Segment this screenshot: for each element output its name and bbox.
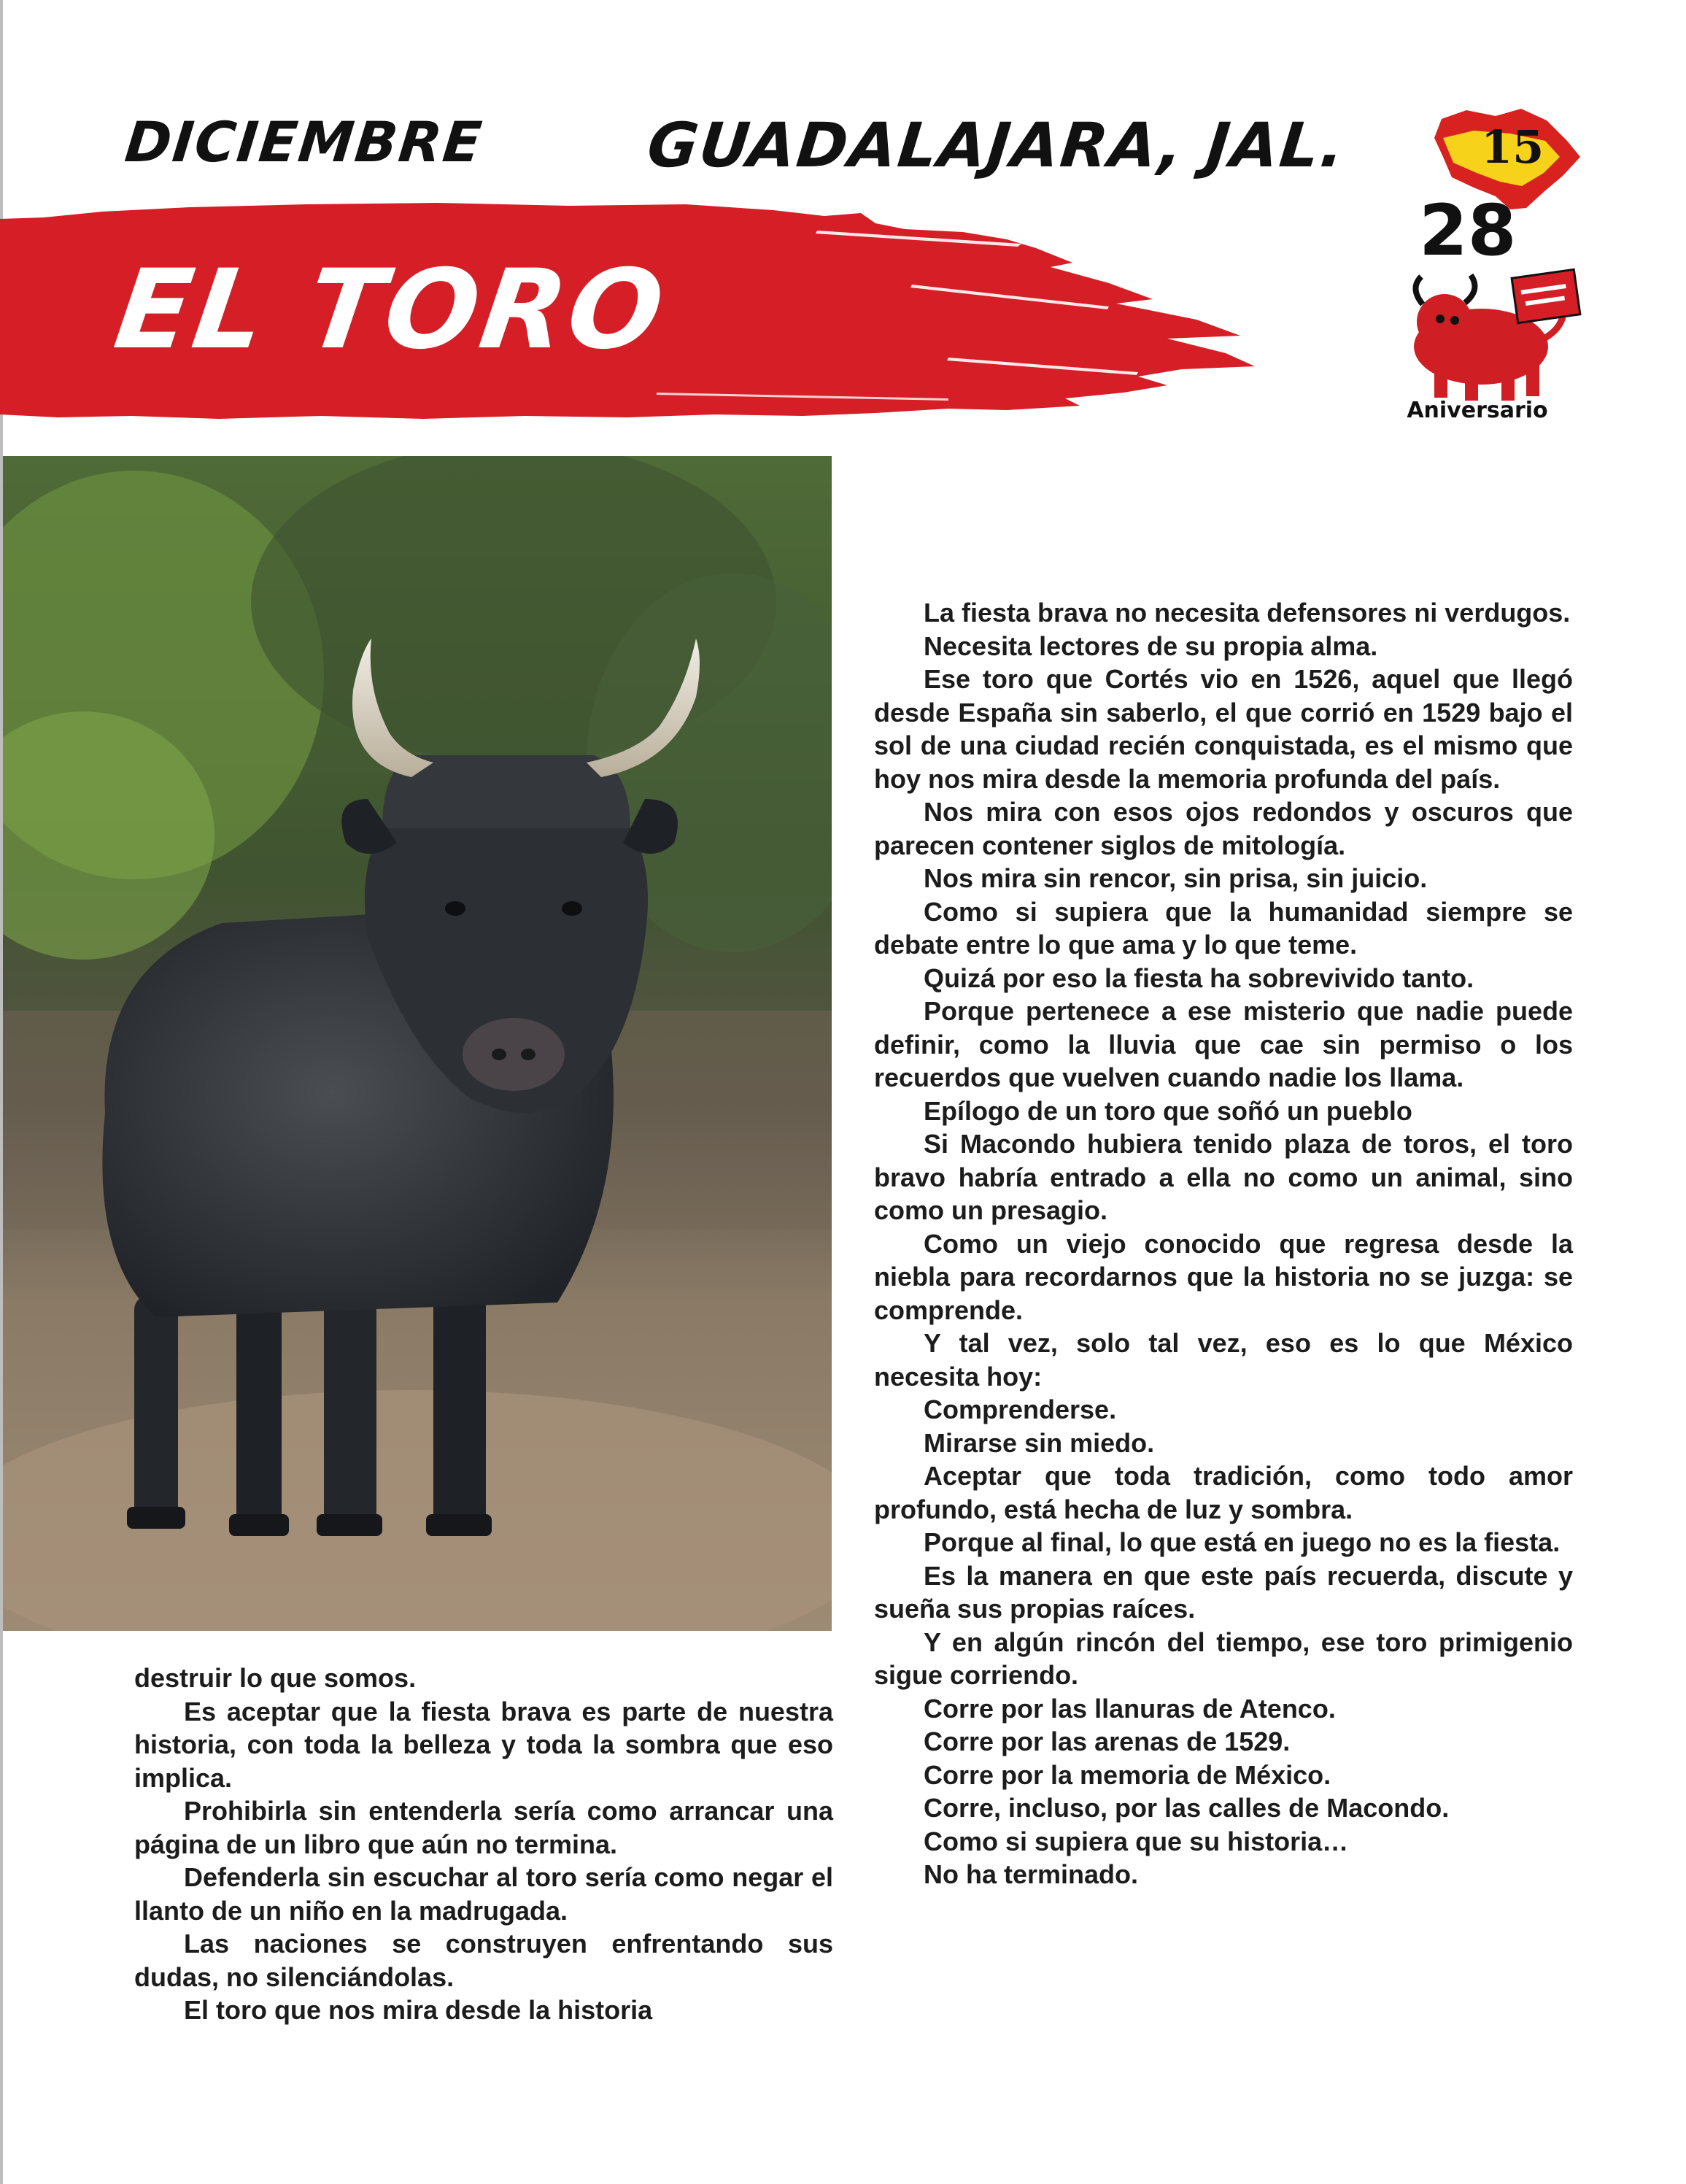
paragraph: Quizá por eso la fiesta ha sobrevivido tanto. (924, 962, 1474, 993)
badge (1512, 269, 1580, 323)
article-column-left (134, 1662, 833, 2027)
paragraph: Necesita lectores de su propia alma. (924, 630, 1378, 661)
header-month: DICIEMBRE (122, 109, 487, 174)
paragraph: Ese toro que Cortés vio en 1526, aquel que llegó desde España sin saberlo, el que corrió en 1529 bajo el sol de una ciudad recién conquistada, es el mismo que hoy nos mira desde la memoria profunda del país. (874, 664, 1573, 794)
paragraph: Corre por la memoria de México. (924, 1759, 1331, 1790)
paragraph: No ha terminado. (924, 1859, 1139, 1889)
paragraph: Corre, incluso, por las calles de Macondo. (924, 1793, 1450, 1823)
paragraph: Nos mira sin rencor, sin prisa, sin juicio. (924, 863, 1428, 893)
paragraph: Como si supiera que su historia… (924, 1826, 1349, 1856)
anniversary-number: 28 (1419, 190, 1517, 271)
paragraph: Si Macondo hubiera tenido plaza de toros, el toro bravo habría entrado a ella no como un animal, sino como un presagio. (874, 1129, 1573, 1225)
anniversary-label: Aniversario (1407, 398, 1548, 423)
paragraph: Corre por las llanuras de Atenco. (924, 1693, 1336, 1724)
subheading: Epílogo de un toro que soñó un pueblo (924, 1095, 1412, 1126)
paragraph: Mirarse sin miedo. (924, 1427, 1155, 1458)
paragraph: El toro que nos mira desde la historia (184, 1995, 653, 2025)
paragraph: destruir lo que somos. (134, 1663, 417, 1693)
paragraph: Como si supiera que la humanidad siempre se debate entre lo que ama y lo que teme. (874, 896, 1573, 960)
paragraph: Nos mira con esos ojos redondos y oscuros que parecen contener siglos de mitología. (874, 797, 1573, 860)
paragraph: Es aceptar que la fiesta brava es parte de nuestra historia, con toda la belleza y toda la sombra que eso implica. (134, 1696, 833, 1793)
paragraph: Prohibirla sin entenderla sería como arrancar una página de un libro que aún no termina. (134, 1796, 833, 1859)
paragraph: Aceptar que toda tradición, como todo amor profundo, está hecha de luz y sombra. (874, 1461, 1573, 1524)
paragraph: Como un viejo conocido que regresa desde la niebla para recordarnos que la historia no se juzga: se comprende. (874, 1228, 1573, 1325)
paragraph: Porque pertenece a ese misterio que nadie puede definir, como la lluvia que cae sin permiso o los recuerdos que vuelven cuando nadie los llama. (874, 996, 1573, 1092)
paragraph: Porque al final, lo que está en juego no es la fiesta. (924, 1527, 1561, 1557)
paragraph: Corre por las arenas de 1529. (924, 1726, 1291, 1756)
paragraph: La fiesta brava no necesita defensores ni verdugos. (924, 598, 1571, 628)
article-column-right (874, 596, 1573, 1891)
page-number: 15 (1481, 120, 1544, 174)
section-title: EL TORO (107, 247, 674, 374)
paragraph: Defenderla sin escuchar al toro sería como negar el llanto de un niño en la madrugada. (134, 1862, 833, 1926)
paragraph: Es la manera en que este país recuerda, discute y sueña sus propias raíces. (874, 1560, 1573, 1624)
header-city: GUADALAJARA, JAL. (643, 109, 1350, 181)
bull-photo (3, 456, 832, 1631)
paragraph: Y en algún rincón del tiempo, ese toro primigenio sigue corriendo. (874, 1627, 1573, 1690)
paragraph: Las naciones se construyen enfrentando sus dudas, no silenciándolas. (134, 1929, 833, 1992)
paragraph: Comprenderse. (924, 1394, 1117, 1424)
paragraph: Y tal vez, solo tal vez, eso es lo que México necesita hoy: (874, 1328, 1573, 1392)
